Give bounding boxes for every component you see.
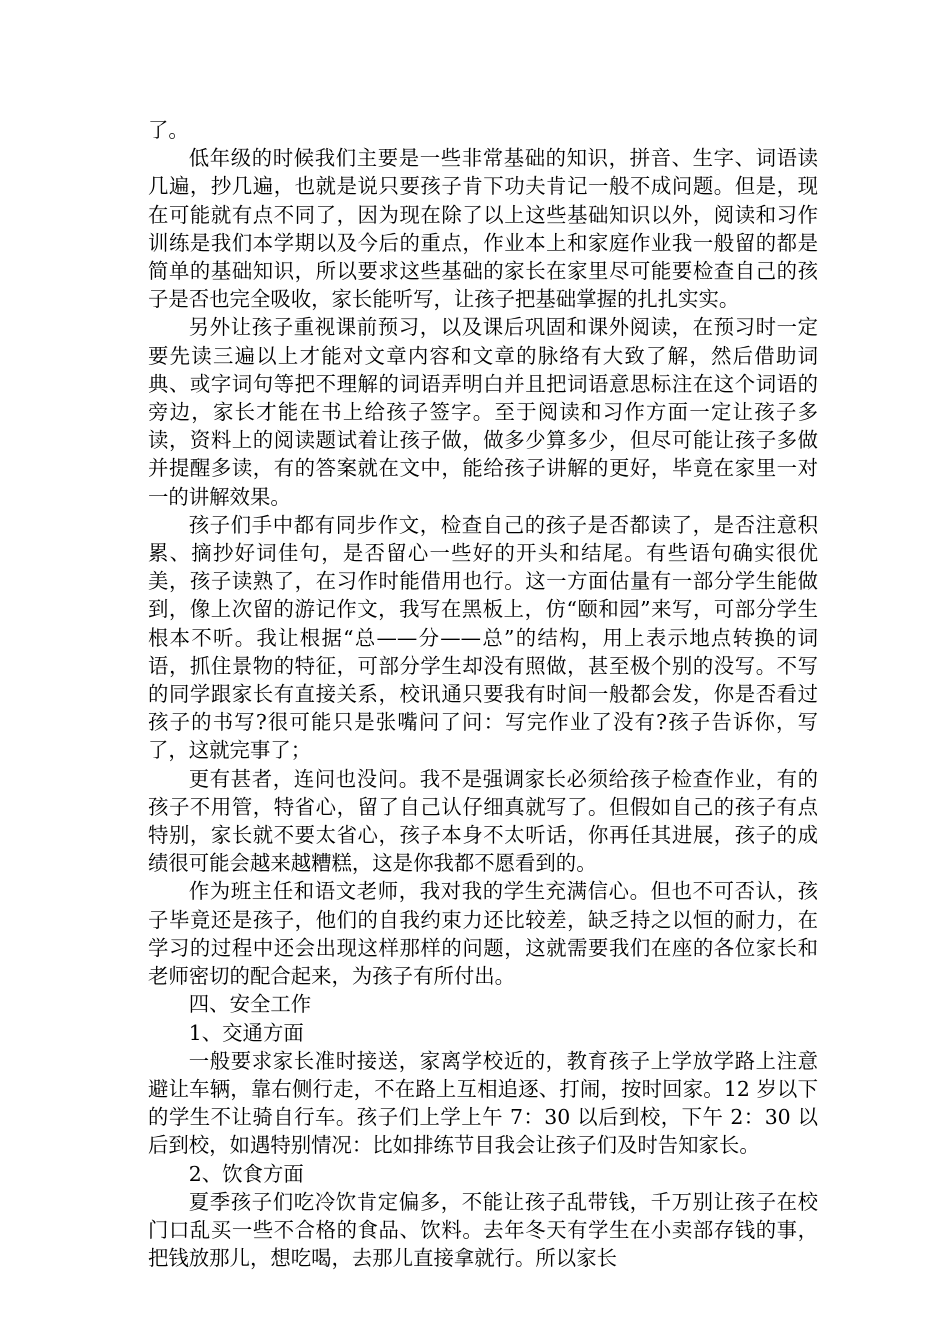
paragraph-diet: 夏季孩子们吃冷饮肯定偏多，不能让孩子乱带钱，千万别让孩子在校门口乱买一些不合格的食品、饮料。去年冬天有学生在小卖部存钱的事，把钱放那儿，想吃喝，去那儿直接拿就行。所以家长 [148,1189,818,1271]
paragraph-traffic: 一般要求家长准时接送，家离学校近的，教育孩子上学放学路上注意避让车辆，靠右侧行走，不在路上互相追逐、打闹，按时回家。12 岁以下的学生不让骑自行车。孩子们上学上午 7：30 以后到校，下午 2：30 以后到校，如遇特别情况：比如排练节目我会让孩子们及时告知家长。 [148,1048,818,1158]
paragraph-teacher-confidence: 作为班主任和语文老师，我对我的学生充满信心。但也不可否认，孩子毕竟还是孩子，他们的自我约束力还比较差，缺乏持之以恒的耐力，在学习的过程中还会出现这样那样的问题，这就需要我们在座的各位家长和老师密切的配合起来，为孩子有所付出。 [148,879,818,989]
paragraph-parent-check: 更有甚者，连问也没问。我不是强调家长必须给孩子检查作业，有的孩子不用管，特省心，留了自己认仔细真就写了。但假如自己的孩子有点特别，家长就不要太省心，孩子本身不太听话，你再任其进展，孩子的成绩很可能会越来越糟糕，这是你我都不愿看到的。 [148,766,818,876]
subheading-traffic: 1、交通方面 [188,1020,304,1045]
paragraph-basic-knowledge: 低年级的时候我们主要是一些非常基础的知识，拼音、生字、词语读几遍，抄几遍，也就是说只要孩子肯下功夫肯记一般不成问题。但是，现在可能就有点不同了，因为现在除了以上这些基础知识以外，阅读和习作训练是我们本学期以及今后的重点，作业本上和家庭作业我一般留的都是简单的基础知识，所以要求这些基础的家长在家里尽可能要检查自己的孩子是否也完全吸收，家长能听写，让孩子把基础掌握的扎扎实实。 [148,146,818,312]
section-heading-safety: 四、安全工作 [188,992,312,1017]
subheading-diet: 2、饮食方面 [188,1161,304,1186]
paragraph-preview: 另外让孩子重视课前预习，以及课后巩固和课外阅读，在预习时一定要先读三遍以上才能对文章内容和文章的脉络有大致了解，然后借助词典、或字词句等把不理解的词语弄明白并且把词语意思标注在这个词语的旁边，家长才能在书上给孩子签字。至于阅读和习作方面一定让孩子多读，资料上的阅读题试着让孩子做，做多少算多少，但尽可能让孩子多做并提醒多读，有的答案就在文中，能给孩子讲解的更好，毕竟在家里一对一的讲解效果。 [148,315,818,509]
paragraph-continuation: 了。 [148,118,189,142]
paragraph-composition: 孩子们手中都有同步作文，检查自己的孩子是否都读了，是否注意积累、摘抄好词佳句，是否留心一些好的开头和结尾。有些语句确实很优美，孩子读熟了，在习作时能借用也行。这一方面估量有一部分学生能做到，像上次留的游记作文，我写在黑板上，仿“颐和园”来写，可部分学生根本不听。我让根据“总——分——总”的结构，用上表示地点转换的词语，抓住景物的特征，可部分学生却没有照做，甚至极个别的没写。不写的同学跟家长有直接关系，校讯通只要我有时间一般都会发，你是否看过孩子的书写?很可能只是张嘴问了问：写完作业了没有?孩子告诉你，写了，这就完事了； [148,512,818,763]
document-body [148,116,818,1272]
